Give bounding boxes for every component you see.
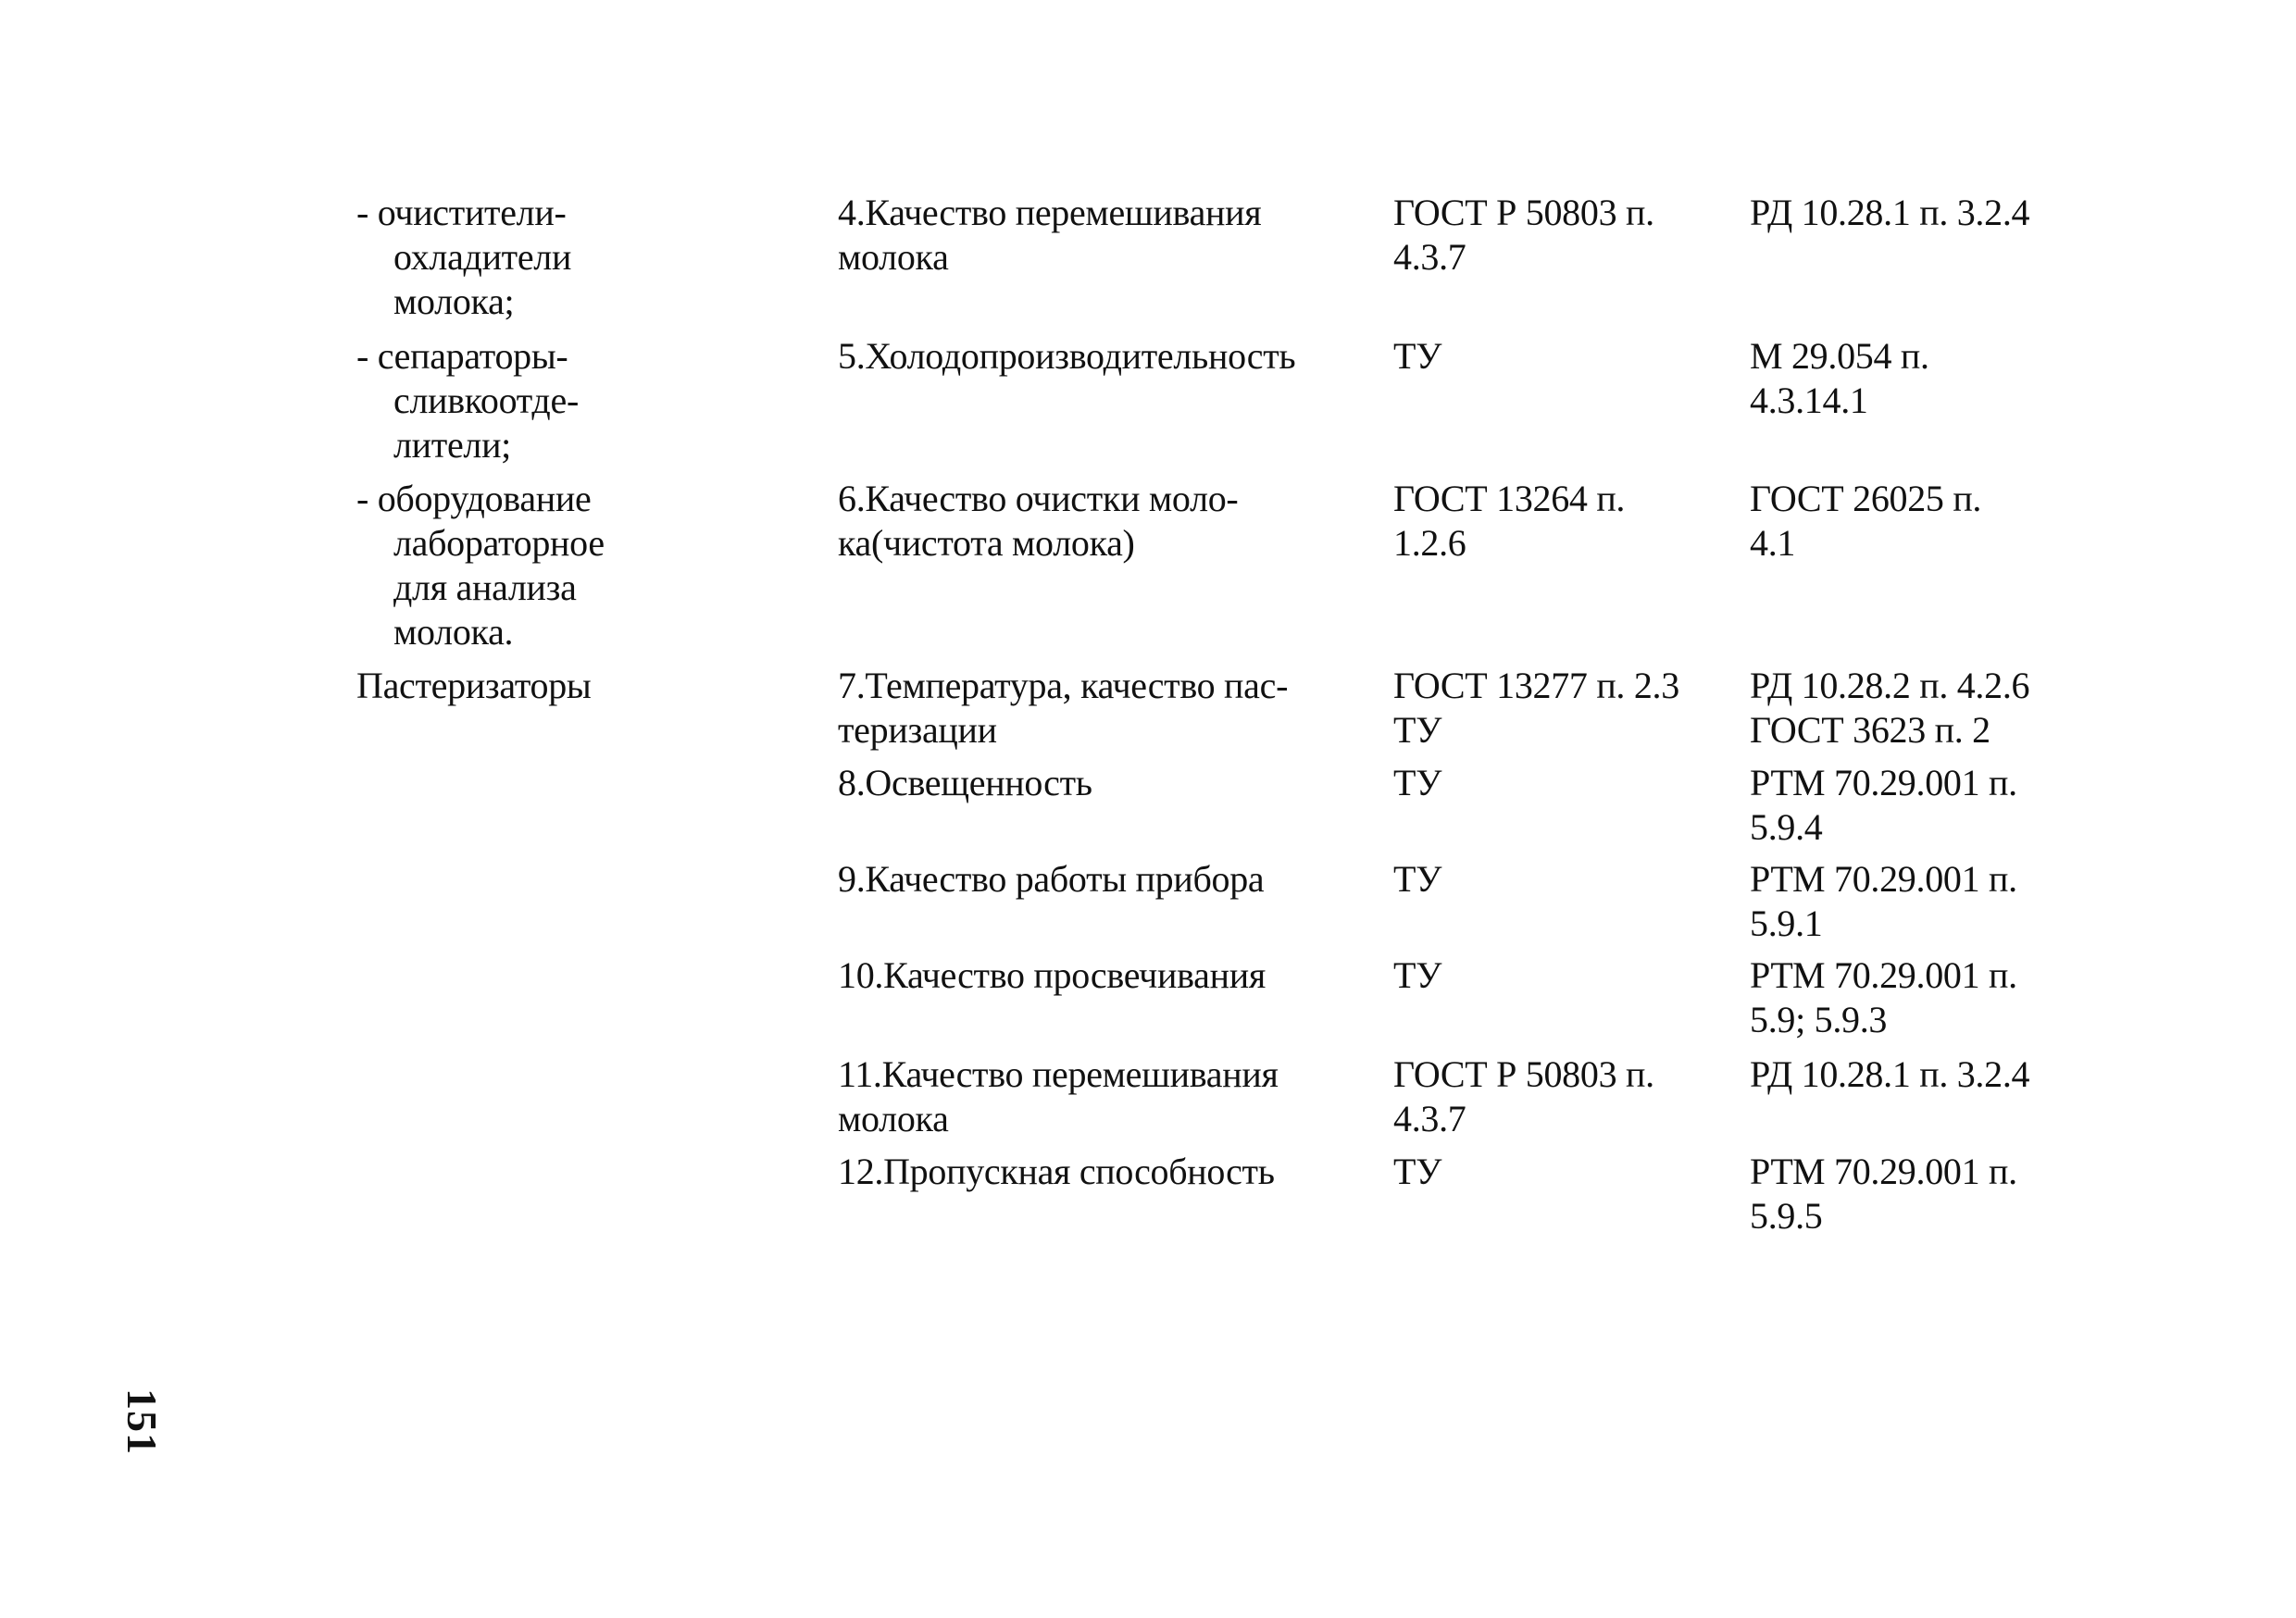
table-row [356,191,2115,334]
method-cell: РТМ 70.29.001 п. 5.9.5 [1750,1151,2017,1237]
object-cell: - сепараторы- сливкоотде- лители; [356,335,579,466]
indicator-cell: 10.Качество просвечивания [838,954,1266,996]
object-cell: - оборудование лабораторное для анализа молока. [356,478,605,653]
indicator-cell: 5.Холодопроизводительность [838,335,1296,377]
table-row [356,1150,2115,1251]
method-cell: РТМ 70.29.001 п. 5.9; 5.9.3 [1750,954,2017,1040]
norm-cell: ГОСТ Р 50803 п. 4.3.7 [1393,1053,1654,1139]
norm-cell: ГОСТ Р 50803 п. 4.3.7 [1393,192,1654,278]
norm-cell: ТУ [1393,858,1442,900]
norm-cell: ТУ [1393,954,1442,996]
object-cell: - очистители- охладители молока; [356,192,572,322]
method-cell: ГОСТ 26025 п. 4.1 [1750,478,1982,564]
indicator-cell: 4.Качество перемешивания молока [838,192,1262,278]
indicator-cell: 11.Качество перемешивания молока [838,1053,1279,1139]
method-cell: М 29.054 п. 4.3.14.1 [1750,335,1929,421]
standards-table [356,191,2115,1251]
table-row [356,953,2115,1052]
table-row [356,761,2115,857]
norm-cell: ГОСТ 13277 п. 2.3 ТУ [1393,665,1679,751]
table-row [356,334,2115,477]
method-cell: РД 10.28.1 п. 3.2.4 [1750,192,2030,233]
norm-cell: ГОСТ 13264 п. 1.2.6 [1393,478,1626,564]
page-number: 151 [119,1388,166,1455]
indicator-cell: 12.Пропускная способность [838,1151,1275,1192]
norm-cell: ТУ [1393,335,1442,377]
method-cell: РТМ 70.29.001 п. 5.9.1 [1750,858,2017,944]
norm-cell: ТУ [1393,1151,1442,1192]
indicator-cell: 8.Освещенность [838,762,1092,803]
table-row [356,664,2115,761]
indicator-cell: 6.Качество очистки моло- ка(чистота молока) [838,478,1239,564]
norm-cell: ТУ [1393,762,1442,803]
method-cell: РД 10.28.1 п. 3.2.4 [1750,1053,2030,1095]
method-cell: РД 10.28.2 п. 4.2.6 ГОСТ 3623 п. 2 [1750,665,2030,751]
table-row [356,477,2115,664]
indicator-cell: 7.Температура, качество пас- теризации [838,665,1289,751]
method-cell: РТМ 70.29.001 п. 5.9.4 [1750,762,2017,848]
table-row [356,1052,2115,1150]
object-cell: Пастеризаторы [356,665,592,706]
indicator-cell: 9.Качество работы прибора [838,858,1265,900]
table-row [356,857,2115,953]
